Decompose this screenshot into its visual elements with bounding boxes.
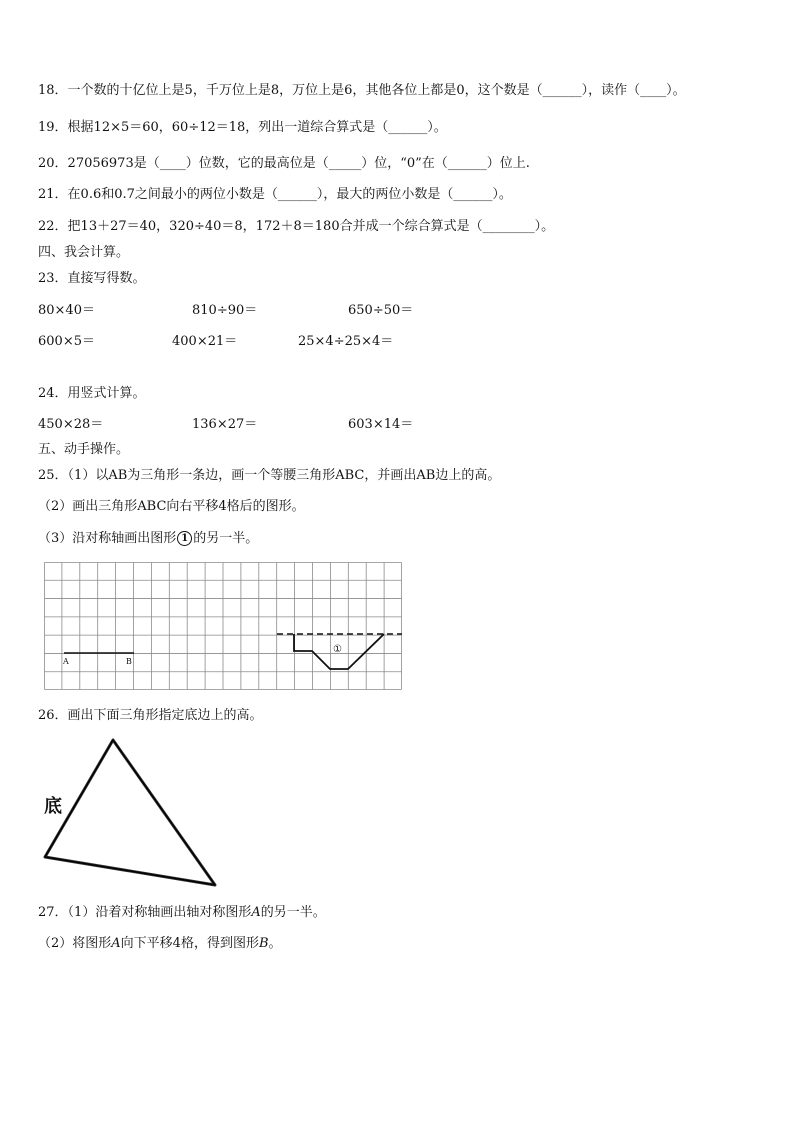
question-25-2: （2）画出三角形ABC向右平移4格后的图形。 <box>38 499 305 514</box>
figure-a-var: A <box>251 905 261 920</box>
base-label: 底 <box>44 796 62 817</box>
question-22: 22．把13＋27＝40，320÷40＝8，172＋8＝180合并成一个综合算式是（________）。 <box>38 219 555 234</box>
question-18: 18．一个数的十亿位上是5，千万位上是8，万位上是6，其他各位上都是0，这个数是（______），读作（____）。 <box>38 83 686 98</box>
question-19: 19．根据12×5＝60，60÷12＝18，列出一道综合算式是（______）。 <box>38 120 447 135</box>
figure-b-var: B <box>258 936 269 951</box>
question-27-2-text: （2）将图形 <box>38 936 112 951</box>
question-25-3 <box>38 530 258 548</box>
calc-item: 80×40＝ <box>38 303 95 318</box>
figure-a-var: A <box>111 936 121 951</box>
calc-item: 136×27＝ <box>192 417 258 432</box>
calc-item: 450×28＝ <box>38 417 104 432</box>
question-25-3-text-end: 的另一半。 <box>193 531 259 546</box>
question-25-3-text: （3）沿对称轴画出图形 <box>38 531 177 546</box>
triangle-figure <box>38 735 228 895</box>
label-b: B <box>126 657 132 666</box>
question-23: 23．直接写得数。 <box>38 271 146 286</box>
question-27-2-text-mid: 向下平移4格，得到图形 <box>120 936 259 951</box>
question-27-2-text-end: 。 <box>268 936 282 951</box>
calc-item: 600×5＝ <box>38 334 95 349</box>
shape-1-label: ① <box>333 644 342 655</box>
question-20: 20．27056973是（____）位数，它的最高位是（_____）位，“0”在（______）位上. <box>38 156 530 171</box>
question-27-1-text-end: 的另一半。 <box>260 905 326 920</box>
question-27-1-text: 27．（1）沿着对称轴画出轴对称图形 <box>38 905 252 920</box>
section-5-heading: 五、动手操作。 <box>38 442 130 457</box>
section-4-heading: 四、我会计算。 <box>38 245 130 260</box>
calc-item: 25×4÷25×4＝ <box>298 334 394 349</box>
label-a: A <box>63 657 69 666</box>
calc-item: 810÷90＝ <box>192 303 258 318</box>
question-24: 24．用竖式计算。 <box>38 386 146 401</box>
question-27-1 <box>38 904 326 922</box>
question-25-1: 25．（1）以AB为三角形一条边，画一个等腰三角形ABC，并画出AB边上的高。 <box>38 468 501 483</box>
calc-item: 650÷50＝ <box>348 303 414 318</box>
grid-lines <box>45 563 402 690</box>
calc-item: 603×14＝ <box>348 417 414 432</box>
grid-figure <box>44 562 402 690</box>
question-21: 21．在0.6和0.7之间最小的两位小数是（______），最大的两位小数是（______）。 <box>38 187 512 202</box>
question-26: 26．画出下面三角形指定底边上的高。 <box>38 708 263 723</box>
shape-1-marker: 1 <box>177 531 192 546</box>
question-27-2 <box>38 935 282 953</box>
calc-item: 400×21＝ <box>172 334 238 349</box>
